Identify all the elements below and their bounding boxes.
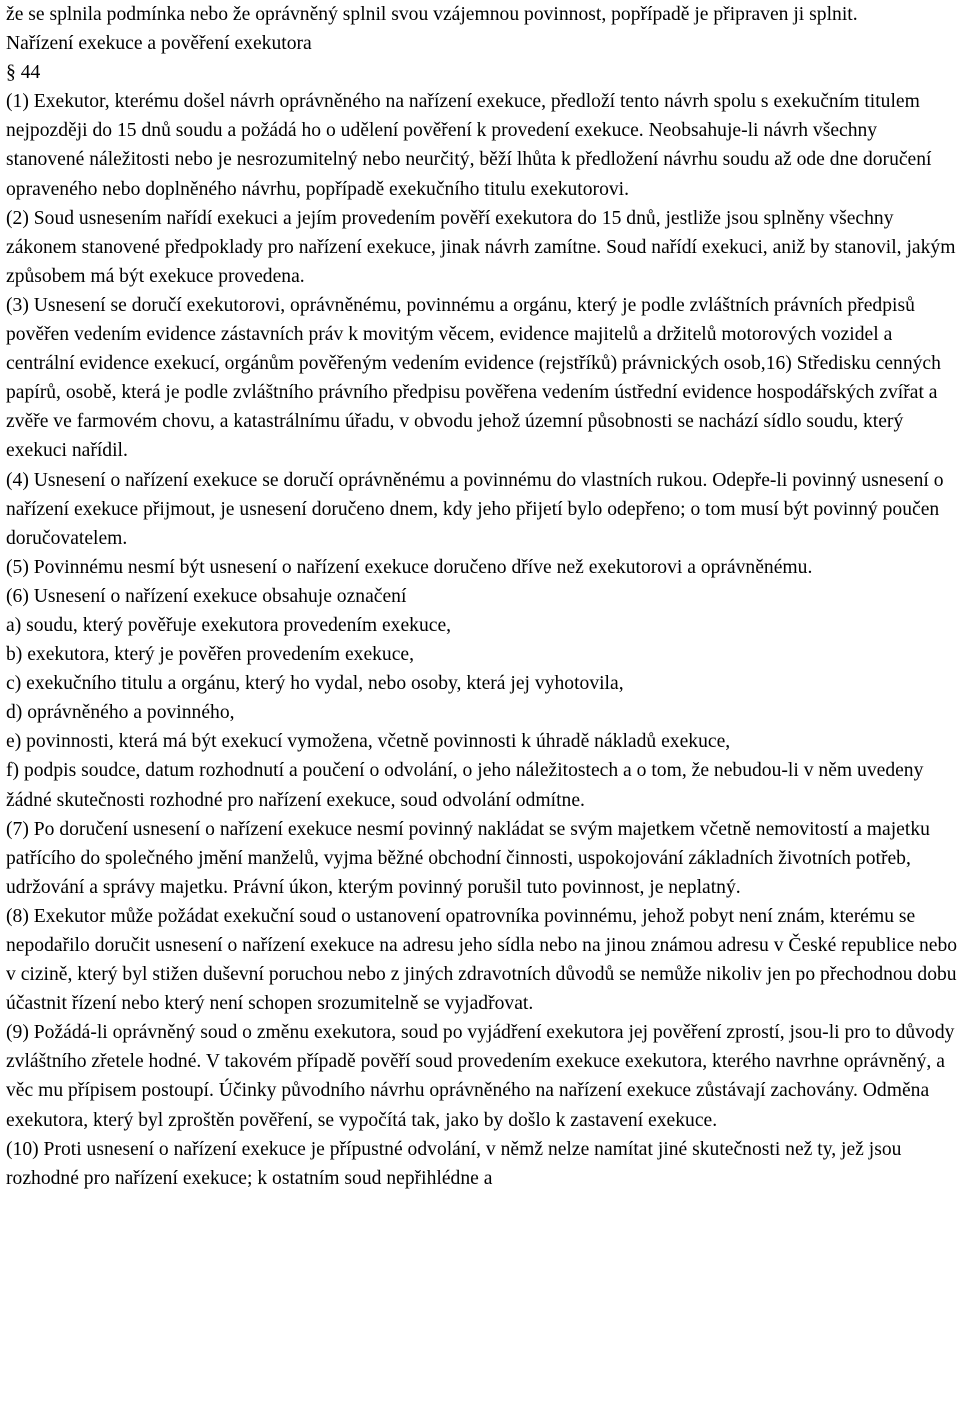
paragraph-1: (1) Exekutor, kterému došel návrh oprávněného na nařízení exekuce, předloží tento návrh spolu s exekučním titulem nejpozději do 15 dnů soudu a požádá ho o udělení pověření k provedení exekuce. Neobsahuje-li návrh všechny stanovené náležitosti nebo je nesrozumitelný nebo neurčitý, běží lhůta k předložení návrhu soudu až ode dne doručení opraveného nebo doplněného návrhu, popřípadě exekučního titulu exekutorovi.	[6, 91, 932, 200]
paragraph-10: (10) Proti usnesení o nařízení exekuce je přípustné odvolání, v němž nelze namítat jiné skutečnosti než ty, jež jsou rozhodné pro nařízení exekuce; k ostatním soud nepřihlédne a	[6, 1138, 902, 1189]
section-number: § 44	[6, 62, 41, 84]
paragraph-7: (7) Po doručení usnesení o nařízení exekuce nesmí povinný nakládat se svým majetkem včetně nemovitostí a majetku patřícího do společného jmění manželů, vyjma běžné obchodní činnosti, uspokojování základních životních potřeb, udržování a správy majetku. Právní úkon, kterým povinný porušil tuto povinnost, je neplatný.	[6, 818, 930, 898]
list-item-a: a) soudu, který pověřuje exekutora provedením exekuce,	[6, 614, 452, 636]
section-heading: Nařízení exekuce a pověření exekutora	[6, 33, 312, 55]
paragraph-2: (2) Soud usnesením nařídí exekuci a jejím provedením pověří exekutora do 15 dnů, jestliže jsou splněny všechny zákonem stanovené předpoklady pro nařízení exekuce, jinak návrh zamítne. Soud nařídí exekuci, aniž by stanovil, jakým způsobem má být exekuce provedena.	[6, 207, 956, 287]
paragraph-9: (9) Požádá-li oprávněný soud o změnu exekutora, soud po vyjádření exekutora jej pověření zprostí, jsou-li pro to důvody zvláštního zřetele hodné. V takovém případě pověří soud provedením exekuce exekutora, kterého navrhne oprávněný, a věc mu přípisem postoupí. Účinky původního návrhu oprávněného na nařízení exekuce zůstávají zachovány. Odměna exekutora, který byl zproštěn pověření, se vypočítá tak, jako by došlo k zastavení exekuce.	[6, 1022, 955, 1131]
list-item-d: d) oprávněného a povinného,	[6, 702, 235, 724]
intro-continuation: že se splnila podmínka nebo že oprávněný splnil svou vzájemnou povinnost, popřípadě je připraven ji splnit.	[6, 4, 858, 25]
paragraph-6: (6) Usnesení o nařízení exekuce obsahuje označení	[6, 585, 407, 607]
paragraph-3: (3) Usnesení se doručí exekutorovi, oprávněnému, povinnému a orgánu, který je podle zvláštních právních předpisů pověřen vedením evidence zástavních práv k movitým věcem, evidence majitelů a držitelů motorových vozidel a centrální evidence exekucí, orgánům pověřeným vedením evidence (rejstříků) právnických osob,16) Středisku cenných papírů, osobě, která je podle zvláštního právního předpisu pověřena vedením ústřední evidence hospodářských zvířat a zvěře ve farmovém chovu, a katastrálnímu úřadu, v obvodu jehož územní působnosti se nachází sídlo soudu, který exekuci nařídil.	[6, 294, 941, 462]
list-item-c: c) exekučního titulu a orgánu, který ho vydal, nebo osoby, která jej vyhotovila,	[6, 673, 624, 695]
paragraph-4: (4) Usnesení o nařízení exekuce se doručí oprávněnému a povinnému do vlastních rukou. Odepře-li povinný usnesení o nařízení exekuce přijmout, je usnesení doručeno dnem, kdy jeho přijetí bylo odepřeno; o tom musí být povinný poučen doručovatelem.	[6, 469, 944, 549]
list-item-b: b) exekutora, který je pověřen provedením exekuce,	[6, 644, 415, 666]
list-item-f: f) podpis soudce, datum rozhodnutí a poučení o odvolání, o jeho náležitostech a o tom, že nebudou-li v něm uvedeny žádné skutečnosti rozhodné pro nařízení exekuce, soud odvolání odmítne.	[6, 760, 924, 811]
paragraph-8: (8) Exekutor může požádat exekuční soud o ustanovení opatrovníka povinnému, jehož pobyt není znám, kterému se nepodařilo doručit usnesení o nařízení exekuce na adresu jeho sídla nebo na jinou známou adresu v České republice nebo v cizině, který byl stižen duševní poruchou nebo z jiných zdravotních důvodů se nemůže nikoliv jen po přechodnou dobu účastnit řízení nebo který není schopen srozumitelně se vyjadřovat.	[6, 905, 958, 1015]
paragraph-5: (5) Povinnému nesmí být usnesení o nařízení exekuce doručeno dříve než exekutorovi a oprávněnému.	[6, 556, 813, 578]
list-item-e: e) povinnosti, která má být exekucí vymožena, včetně povinnosti k úhradě nákladů exekuce,	[6, 731, 731, 753]
